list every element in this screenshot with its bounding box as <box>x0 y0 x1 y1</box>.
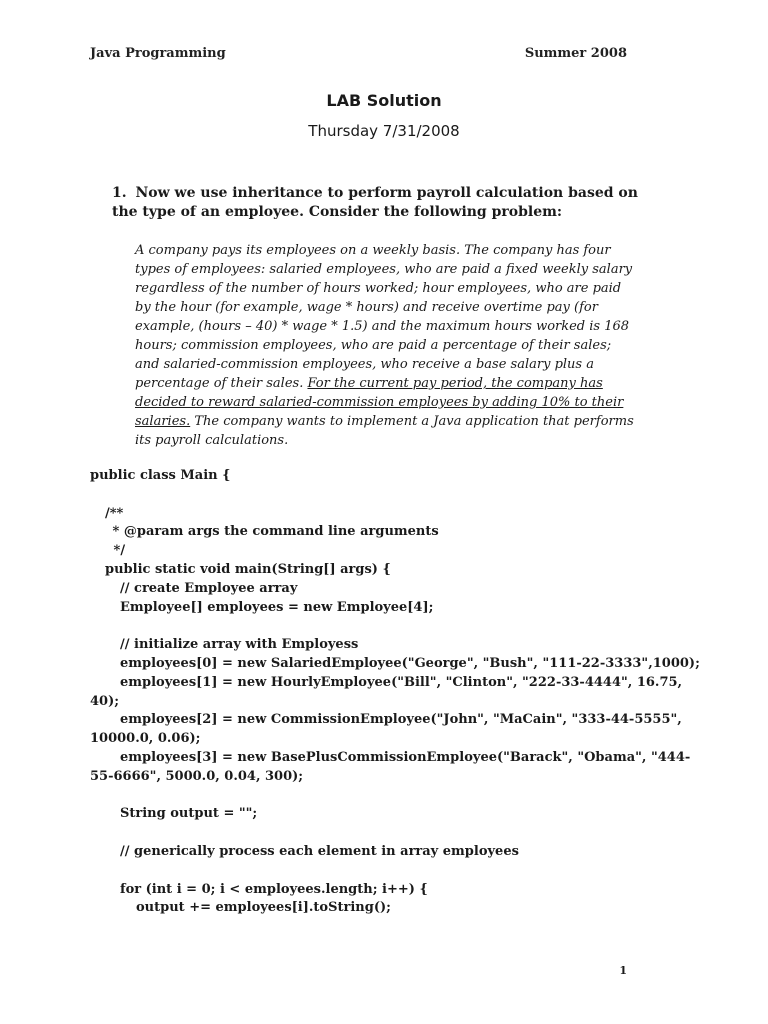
code-line: employees[1] = new HourlyEmployee("Bill", "Clinton", "222-33-4444", 16.75, <box>120 674 683 690</box>
code-line: 55-6666", 5000.0, 0.04, 300); <box>90 768 304 784</box>
code-listing <box>90 467 700 918</box>
header-course: Java Programming <box>90 46 226 61</box>
code-line <box>90 824 640 843</box>
code-line: output += employees[i].toString(); <box>136 900 391 916</box>
code-line: public static void main(String[] args) { <box>105 561 391 577</box>
code-line: // create Employee array <box>120 580 298 596</box>
problem-text-end: The company wants to implement a Java application that performs its payroll calculations. <box>135 414 634 448</box>
code-line: // initialize array with Employess <box>120 637 359 653</box>
problem-text: A company pays its employees on a weekly basis. The company has four types of employees: salaried employees, who are paid a fixed weekly salary regardless of the number of hours worked; hour employees, who are paid by the hour (for example, wage * hours) and receive overtime pay (for example, (hours – 40) * wage * 1.5) and the maximum hours worked is 168 hours; commission employees, who are paid a percentage of their sales; and salaried-commission employees, who receive a base salary plus a percentage of their sales. <box>135 243 633 391</box>
question-text: Now we use inheritance to perform payroll calculation based on the type of an employee. Consider the following problem: <box>112 185 638 220</box>
page-title: LAB Solution <box>326 91 442 110</box>
question-1 <box>112 184 642 222</box>
code-line: Employee[] employees = new Employee[4]; <box>120 599 434 615</box>
code-line: 10000.0, 0.06); <box>90 731 201 747</box>
code-line <box>90 862 640 881</box>
problem-underlined-text: For the current pay period, the company has decided to reward salaried-commission employees by adding 10% to their salaries. <box>135 376 624 429</box>
code-line <box>90 787 640 806</box>
code-line: 40); <box>90 693 120 709</box>
problem-statement <box>135 241 635 450</box>
code-line: * @param args the command line arguments <box>108 524 439 540</box>
code-line: */ <box>109 543 126 559</box>
code-line: employees[3] = new BasePlusCommissionEmployee("Barack", "Obama", "444- <box>120 749 691 765</box>
page-number: 1 <box>619 964 627 977</box>
code-line: employees[2] = new CommissionEmployee("John", "MaCain", "333-44-5555", <box>120 712 682 728</box>
code-line: // generically process each element in array employees <box>120 843 519 859</box>
code-line: /** <box>105 505 124 521</box>
question-number: 1. <box>112 185 127 201</box>
code-line: String output = ""; <box>120 806 258 822</box>
code-line <box>90 617 640 636</box>
page-date: Thursday 7/31/2008 <box>308 122 460 140</box>
code-line <box>90 486 640 505</box>
code-line: for (int i = 0; i < employees.length; i++) { <box>120 881 428 897</box>
code-line: public class Main { <box>90 468 231 483</box>
header-term: Summer 2008 <box>524 46 627 61</box>
code-line: employees[0] = new SalariedEmployee("George", "Bush", "111-22-3333",1000); <box>120 655 700 671</box>
